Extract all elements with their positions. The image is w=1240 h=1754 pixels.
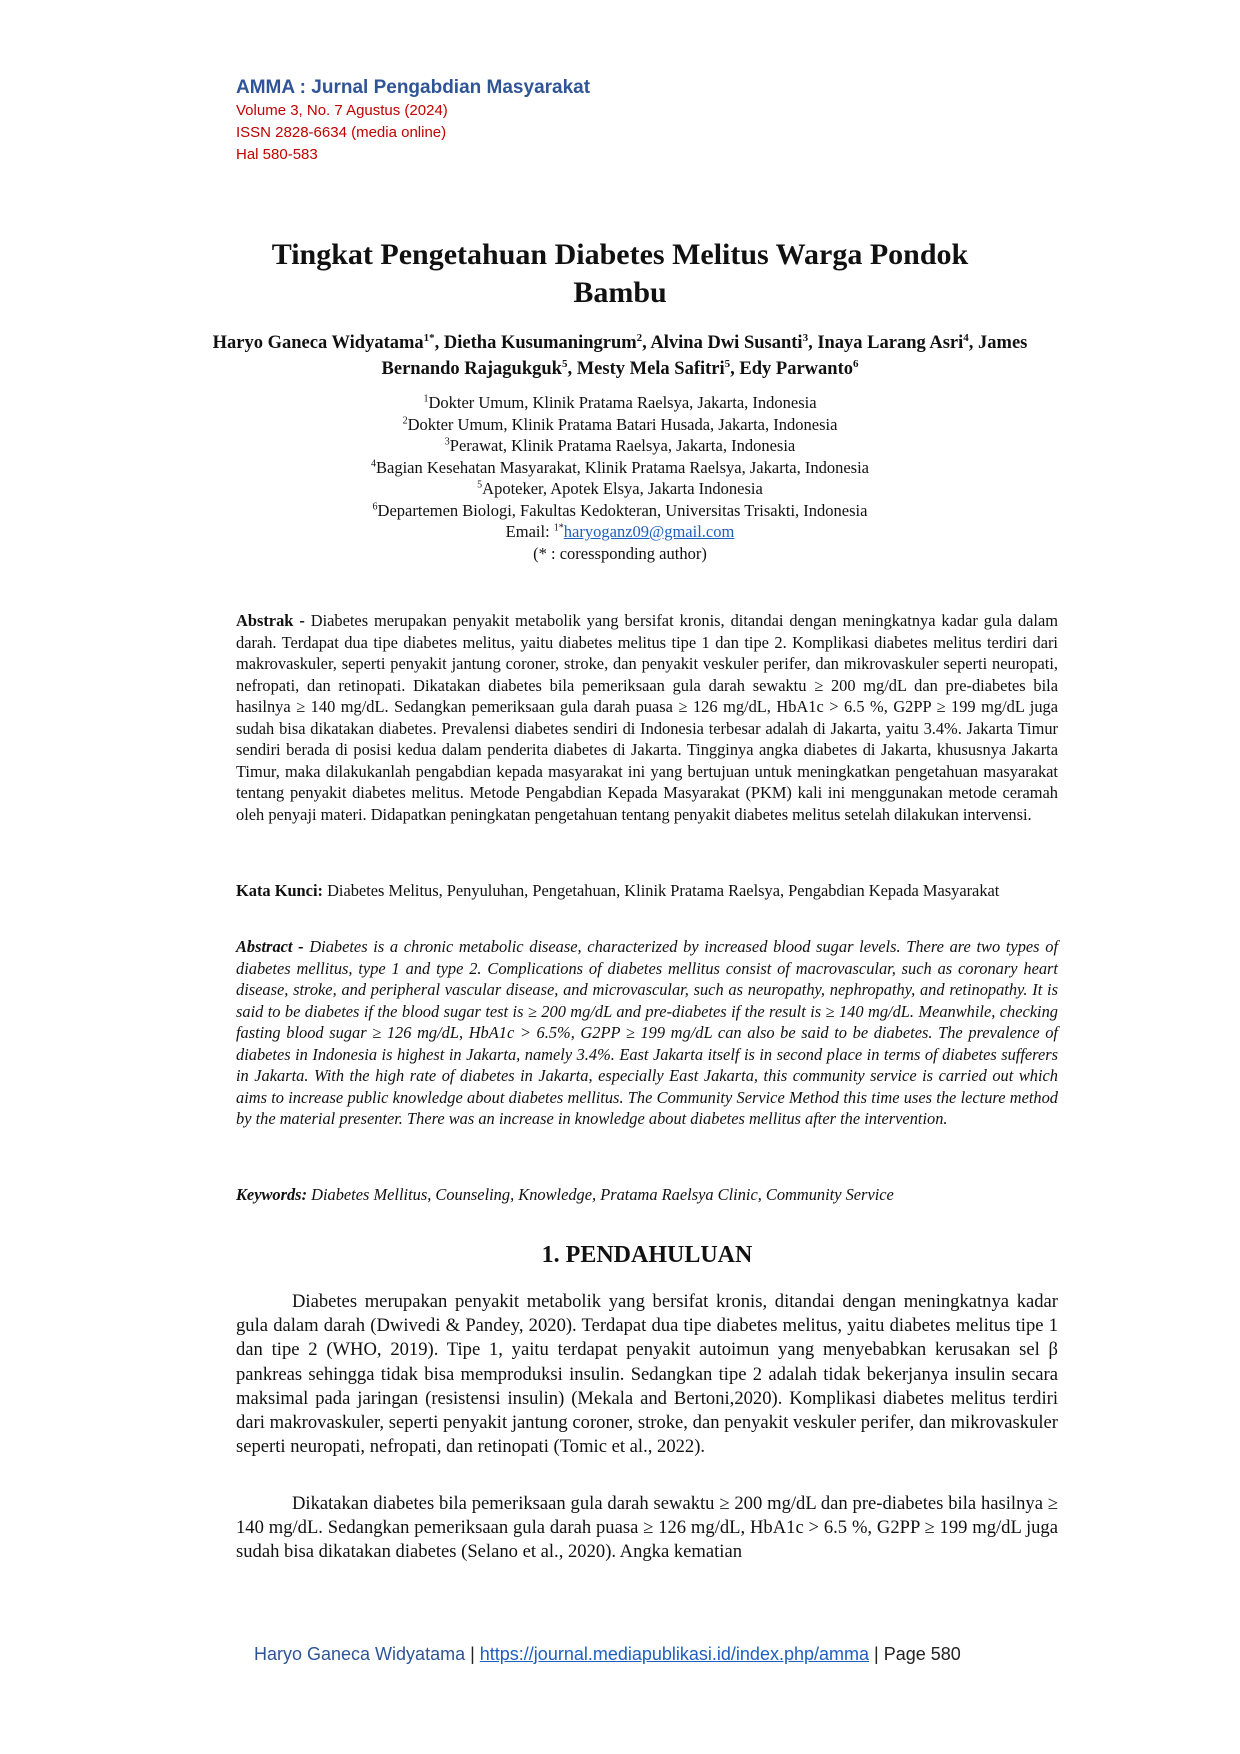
affiliation-sup: 4 — [371, 458, 376, 469]
page-footer — [254, 1642, 1054, 1666]
author-name: Alvina Dwi Susanti — [650, 333, 803, 353]
kata-kunci — [236, 880, 1058, 902]
paper-title: Tingkat Pengetahuan Diabetes Melitus Warga Pondok Bambu — [271, 238, 969, 309]
author-sup: 5 — [724, 357, 731, 370]
affiliation-item — [250, 435, 990, 457]
author-sup: 2 — [636, 331, 643, 344]
journal-volume: Volume 3, No. 7 Agustus (2024) — [236, 102, 448, 119]
affiliation-text: Dokter Umum, Klinik Pratama Batari Husada, Jakarta, Indonesia — [407, 414, 838, 434]
author-name: Edy Parwanto — [739, 359, 853, 379]
footer-page-number: Page 580 — [883, 1644, 961, 1664]
affiliation-sup: 5 — [477, 479, 483, 491]
affiliation-item — [250, 500, 990, 522]
author-name: Inaya Larang Asri — [817, 333, 964, 353]
author-name: Dietha Kusumaningrum — [443, 333, 637, 353]
affiliation-sup: 3 — [444, 436, 450, 448]
email-line — [250, 521, 990, 543]
email-label: Email: — [505, 522, 554, 541]
footer-separator: | — [869, 1644, 884, 1664]
abstrak-label: Abstrak - — [236, 611, 311, 630]
affiliation-text: Perawat, Klinik Pratama Raelsya, Jakarta, Indonesia — [449, 436, 796, 455]
journal-issn: ISSN 2828-6634 (media online) — [236, 124, 447, 141]
author-sup: 3 — [802, 331, 809, 344]
affiliation-list — [250, 392, 990, 564]
author-sup: 5 — [561, 357, 568, 370]
footer-author: Haryo Ganeca Widyatama — [254, 1644, 466, 1664]
affiliation-text: Dokter Umum, Klinik Pratama Raelsya, Jakarta, Indonesia — [428, 393, 817, 412]
affiliation-sup: 6 — [372, 501, 378, 512]
affiliation-sup: 2 — [402, 415, 408, 426]
corresponding-note: (* : coressponding author) — [533, 543, 707, 563]
keywords-en-label: Keywords: — [236, 1185, 312, 1204]
footer-separator: | — [465, 1644, 480, 1664]
author-name: Haryo Ganeca Widyatama — [212, 333, 424, 353]
email-link[interactable]: haryoganz09@gmail.com — [563, 522, 735, 541]
body-paragraph: Diabetes merupakan penyakit metabolik yang bersifat kronis, ditandai dengan meningkatnya kadar gula dalam darah (Dwivedi & Pandey, 2020). Terdapat dua tipe diabetes melitus, yaitu diabetes melitus tipe 1 dan tipe 2 (WHO, 2019). Tipe 1, yaitu terdapat penyakit autoimun yang menyebabkan kerusakan sel β pankreas sehingga tidak bisa memproduksi insulin. Sedangkan tipe 2 adalah tidak bekerjanya insulin secara maksimal pada jaringan (resistensi insulin) (Mekala and Bertoni,2020). Komplikasi diabetes melitus terdiri dari makrovaskuler, seperti penyakit jantung coroner, stroke, dan penyakit veskuler perifer, dan mikrovaskuler seperti neuropati, nefropati, dan retinopati (Tomic et al., 2022). — [236, 1291, 1058, 1458]
journal-pages: Hal 580-583 — [236, 146, 318, 163]
abstrak-text: Diabetes merupakan penyakit metabolik yang bersifat kronis, ditandai dengan meningkatnya kadar gula dalam darah. Terdapat dua tipe diabetes melitus, yaitu diabetes melitus tipe 1 dan tipe 2. Komplikasi diabetes melitus terdiri dari makrovaskuler, seperti penyakit jantung coroner, stroke, dan penyakit veskuler perifer, dan mikrovaskuler seperti neuropati, nefropati, dan retinopati. Dikatakan diabetes bila pemeriksaan gula darah sewaktu ≥ 200 mg/dL dan pre-diabetes bila hasilnya ≥ 140 mg/dL. Sedangkan pemeriksaan gula darah puasa ≥ 126 mg/dL, HbA1c > 6.5 %, G2PP ≥ 199 mg/dL juga sudah bisa dikatakan diabetes. Prevalensi diabetes sendiri di Indonesia terbesar adalah di Jakarta, yaitu 3.4%. Jakarta Timur sendiri berada di posisi kedua dalam penderita diabetes di Jakarta. Tingginya angka diabetes di Jakarta, khususnya Jakarta Timur, maka dilakukanlah pengabdian kepada masyarakat ini yang bertujuan untuk meningkatkan pengetahuan masyarakat tentang penyakit diabetes melitus. Metode Pengabdian Kepada Masyarakat (PKM) kali ini menggunakan metode ceramah oleh penyaji materi. Didapatkan peningkatan pengetahuan tentang penyakit diabetes melitus setelah dilakukan intervensi. — [236, 611, 1058, 824]
author-list: Haryo Ganeca Widyatama$^{1*}$, Dietha Kusumaningrum$^2$, Alvina Dwi Susanti$^3$, Inaya Larang Asri$^4$, James Bernando Rajagukguk$^5$, Mesty Mela Safitri$^5$, Edy Parwanto$^6$ — [212, 331, 1028, 379]
author-sup: 4 — [963, 331, 969, 344]
keywords-en — [236, 1184, 1058, 1206]
abstract-en-label: Abstract - — [236, 937, 310, 956]
author-sup: 1* — [423, 331, 435, 344]
affiliation-text: Departemen Biologi, Fakultas Kedokteran, Universitas Trisakti, Indonesia — [377, 500, 868, 520]
journal-name: AMMA : Jurnal Pengabdian Masyarakat — [236, 77, 591, 98]
kata-kunci-label: Kata Kunci: — [236, 881, 328, 900]
abstrak — [236, 610, 1058, 825]
affiliation-item — [250, 457, 990, 479]
abstract-en — [236, 936, 1058, 1130]
abstract-en-text: Diabetes is a chronic metabolic disease, characterized by increased blood sugar levels. There are two types of diabetes mellitus, type 1 and type 2. Complications of diabetes mellitus consist of macrovascular, such as coronary heart disease, stroke, and peripheral vascular disease, and microvascular, such as neuropathy, nephropathy, and retinopathy. It is said to be diabetes if the blood sugar test is ≥ 200 mg/dL and pre-diabetes if the result is ≥ 140 mg/dL. Meanwhile, checking fasting blood sugar ≥ 126 mg/dL, HbA1c > 6.5%, G2PP ≥ 199 mg/dL can also be said to be diabetes. The prevalence of diabetes in Indonesia is highest in Jakarta, namely 3.4%. East Jakarta itself is in second place in terms of diabetes sufferers in Jakarta. With the high rate of diabetes in Jakarta, especially East Jakarta, this community service is carried out which aims to increase public knowledge about diabetes mellitus. The Community Service Method this time uses the lecture method by the material presenter. There was an increase in knowledge about diabetes mellitus after the intervention. — [236, 937, 1058, 1128]
affiliation-item — [250, 414, 990, 436]
author-name: Mesty Mela Safitri — [576, 359, 725, 379]
author-sup: 6 — [852, 357, 859, 370]
keywords-en-text: Diabetes Mellitus, Counseling, Knowledge, Pratama Raelsya Clinic, Community Service — [311, 1185, 894, 1204]
affiliation-text: Apoteker, Apotek Elsya, Jakarta Indonesia — [482, 479, 763, 498]
affiliation-sup: 1 — [423, 393, 429, 405]
email-sup: 1* — [553, 522, 564, 534]
affiliation-item — [250, 392, 990, 414]
journal-header — [236, 76, 590, 166]
kata-kunci-text: Diabetes Melitus, Penyuluhan, Pengetahuan, Klinik Pratama Raelsya, Pengabdian Kepada Masyarakat — [327, 881, 1000, 900]
author-name: James Bernando Rajagukguk — [381, 333, 1028, 379]
footer-url-link[interactable]: https://journal.mediapublikasi.id/index.php/amma — [479, 1644, 869, 1664]
section-heading: 1. PENDAHULUAN — [541, 1242, 753, 1268]
affiliation-text: Bagian Kesehatan Masyarakat, Klinik Pratama Raelsya, Jakarta, Indonesia — [376, 457, 869, 477]
affiliation-item — [250, 478, 990, 500]
body-paragraph: Dikatakan diabetes bila pemeriksaan gula darah sewaktu ≥ 200 mg/dL dan pre-diabetes bila hasilnya ≥ 140 mg/dL. Sedangkan pemeriksaan gula darah puasa ≥ 126 mg/dL, HbA1c > 6.5 %, G2PP ≥ 199 mg/dL juga sudah bisa dikatakan diabetes (Selano et al., 2020). Angka kematian — [236, 1493, 1058, 1563]
